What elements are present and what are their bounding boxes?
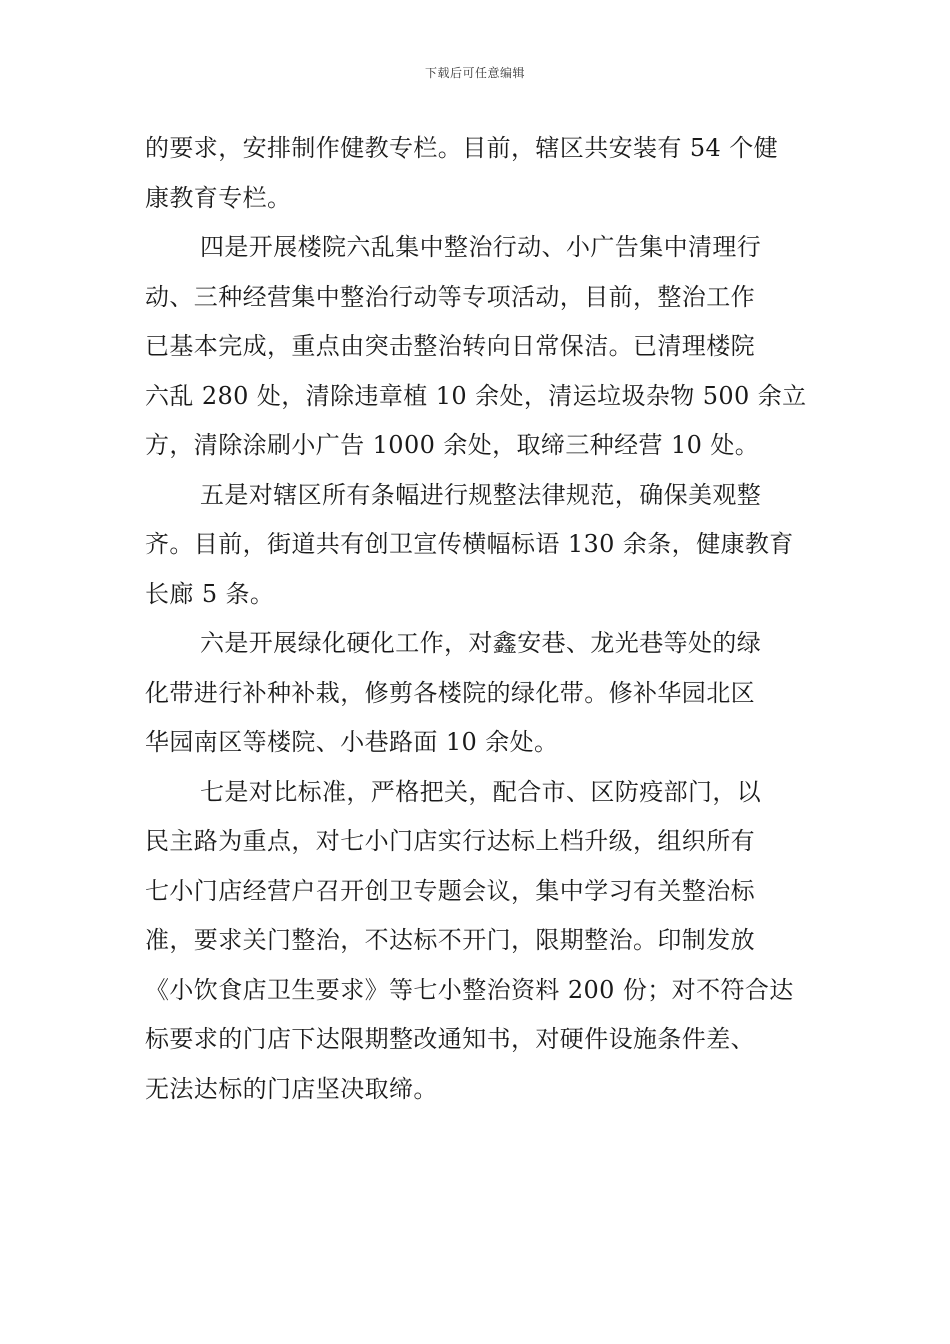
text-line: 五是对辖区所有条幅进行规整法律规范，确保美观整 — [200, 480, 762, 509]
document-body — [145, 124, 807, 1114]
text-line: 准，要求关门整治，不达标不开门，限期整治。印制发放 — [145, 926, 755, 954]
text-line: 无法达标的门店坚决取缔。 — [145, 1074, 438, 1103]
text-line: 标要求的门店下达限期整改通知书，对硬件设施条件差、 — [145, 1025, 755, 1053]
text-line: 长廊 5 条。 — [145, 579, 275, 608]
text-line: 民主路为重点，对七小门店实行达标上档升级，组织所有 — [145, 827, 755, 855]
text-line: 《小饮食店卫生要求》等七小整治资料 200 份；对不符合达 — [145, 975, 794, 1004]
text-line: 七小门店经营户召开创卫专题会议，集中学习有关整治标 — [145, 876, 755, 905]
text-line: 的要求，安排制作健教专栏。目前，辖区共安装有 54 个健 — [145, 134, 778, 162]
text-line: 华园南区等楼院、小巷路面 10 余处。 — [145, 728, 559, 756]
text-line: 已基本完成，重点由突击整治转向日常保洁。已清理楼院 — [145, 332, 755, 360]
page-header: 下载后可任意编辑 — [424, 66, 525, 80]
text-line: 动、三种经营集中整治行动等专项活动，目前，整治工作 — [145, 282, 755, 311]
text-line: 化带进行补种补栽，修剪各楼院的绿化带。修补华园北区 — [145, 678, 755, 707]
text-line: 七是对比标准，严格把关，配合市、区防疫部门，以 — [200, 777, 762, 806]
text-line: 六是开展绿化硬化工作，对鑫安巷、龙光巷等处的绿 — [200, 629, 762, 657]
text-line: 四是开展楼院六乱集中整治行动、小广告集中清理行 — [200, 233, 762, 261]
text-line: 六乱 280 处，清除违章植 10 余处，清运垃圾杂物 500 余立 — [145, 381, 807, 410]
text-line: 康教育专栏。 — [145, 183, 292, 212]
text-line: 齐。目前，街道共有创卫宣传横幅标语 130 余条，健康教育 — [145, 530, 794, 558]
text-line: 方，清除涂刷小广告 1000 余处，取缔三种经营 10 处。 — [145, 431, 760, 459]
